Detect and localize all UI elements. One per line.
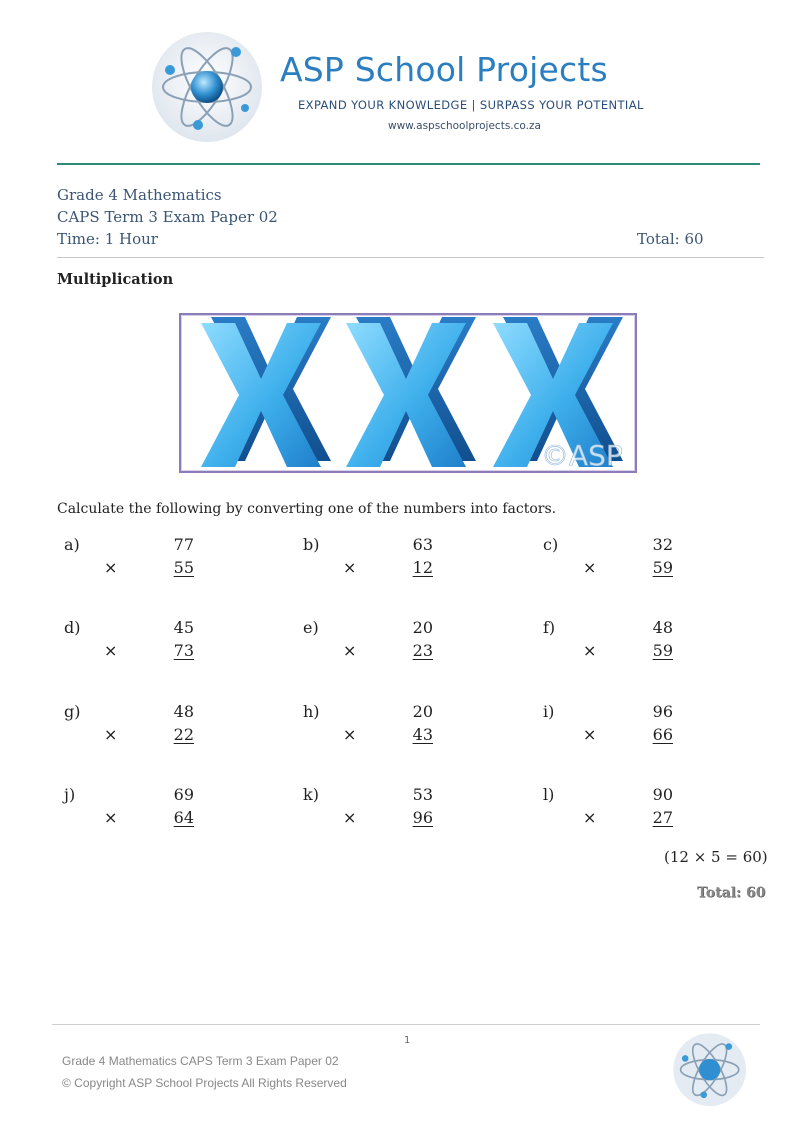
grand-total: Total: 60 [697, 885, 766, 901]
problem-item [64, 535, 194, 585]
problem-label: h) [303, 702, 320, 721]
multiplier: 73 [173, 641, 194, 660]
multiplier: 12 [412, 558, 433, 577]
multiplicand: 45 [173, 618, 194, 637]
multiplier: 96 [412, 808, 433, 827]
multiplier: 55 [173, 558, 194, 577]
problem-label: b) [303, 535, 320, 554]
instruction-text: Calculate the following by converting one of the numbers into factors. [57, 501, 557, 517]
paper-label: CAPS Term 3 Exam Paper 02 [57, 208, 278, 226]
problem-label: c) [543, 535, 559, 554]
problem-item [64, 785, 194, 835]
multiplicand: 69 [173, 785, 194, 804]
problem-item [543, 702, 673, 752]
multiplicand: 53 [412, 785, 433, 804]
problem-item [64, 618, 194, 668]
brand-url: www.aspschoolprojects.co.za [388, 120, 541, 132]
problem-item [303, 618, 433, 668]
multiplicand: 20 [412, 702, 433, 721]
footer-copyright: © Copyright ASP School Projects All Rights Reserved [62, 1076, 347, 1090]
problem-item [543, 618, 673, 668]
total-label: Total: 60 [637, 230, 704, 248]
times-icon: × [343, 725, 357, 744]
footer-atom-logo-icon [672, 1032, 748, 1108]
marks-allocation: (12 × 5 = 60) [664, 848, 768, 866]
multiplication-banner [179, 313, 637, 473]
times-icon: × [104, 641, 118, 660]
multiplicand: 96 [652, 702, 673, 721]
problem-item [64, 702, 194, 752]
times-icon: × [343, 558, 357, 577]
multiplier: 22 [173, 725, 194, 744]
footer-divider [52, 1024, 760, 1025]
problem-label: e) [303, 618, 319, 637]
times-icon: × [343, 808, 357, 827]
multiplier: 64 [173, 808, 194, 827]
multiplier: 59 [652, 641, 673, 660]
multiplicand: 32 [652, 535, 673, 554]
problem-label: a) [64, 535, 80, 554]
times-icon: × [583, 558, 597, 577]
multiplicand: 63 [412, 535, 433, 554]
multiplier: 43 [412, 725, 433, 744]
problem-label: j) [64, 785, 76, 804]
problem-label: k) [303, 785, 319, 804]
page-number: 1 [404, 1035, 411, 1046]
problem-item [303, 785, 433, 835]
multiplicand: 20 [412, 618, 433, 637]
problem-item [303, 535, 433, 585]
problem-label: f) [543, 618, 556, 637]
banner-watermark: ©ASP [541, 439, 623, 471]
banner-x-letter [346, 317, 476, 467]
xxx-graphic [181, 315, 635, 471]
brand-tagline: EXPAND YOUR KNOWLEDGE | SURPASS YOUR POTENTIAL [298, 98, 644, 112]
multiplier: 66 [652, 725, 673, 744]
problem-label: g) [64, 702, 81, 721]
time-label: Time: 1 Hour [57, 230, 158, 248]
times-icon: × [583, 808, 597, 827]
section-title: Multiplication [57, 271, 174, 288]
problem-item [543, 535, 673, 585]
grade-label: Grade 4 Mathematics [57, 186, 222, 204]
times-icon: × [104, 808, 118, 827]
times-icon: × [104, 725, 118, 744]
header-divider [57, 163, 760, 165]
multiplicand: 90 [652, 785, 673, 804]
multiplier: 27 [652, 808, 673, 827]
brand-title: ASP School Projects [280, 50, 608, 89]
problem-label: l) [543, 785, 555, 804]
atom-logo-icon [150, 30, 265, 145]
info-divider [57, 257, 764, 258]
multiplier: 23 [412, 641, 433, 660]
multiplicand: 48 [173, 702, 194, 721]
times-icon: × [104, 558, 118, 577]
problem-label: i) [543, 702, 555, 721]
problem-item [543, 785, 673, 835]
multiplier: 59 [652, 558, 673, 577]
footer-paper-title: Grade 4 Mathematics CAPS Term 3 Exam Paper 02 [62, 1054, 339, 1068]
times-icon: × [583, 725, 597, 744]
times-icon: × [583, 641, 597, 660]
problem-label: d) [64, 618, 81, 637]
problem-item [303, 702, 433, 752]
multiplicand: 48 [652, 618, 673, 637]
multiplicand: 77 [173, 535, 194, 554]
banner-x-letter [201, 317, 331, 467]
times-icon: × [343, 641, 357, 660]
